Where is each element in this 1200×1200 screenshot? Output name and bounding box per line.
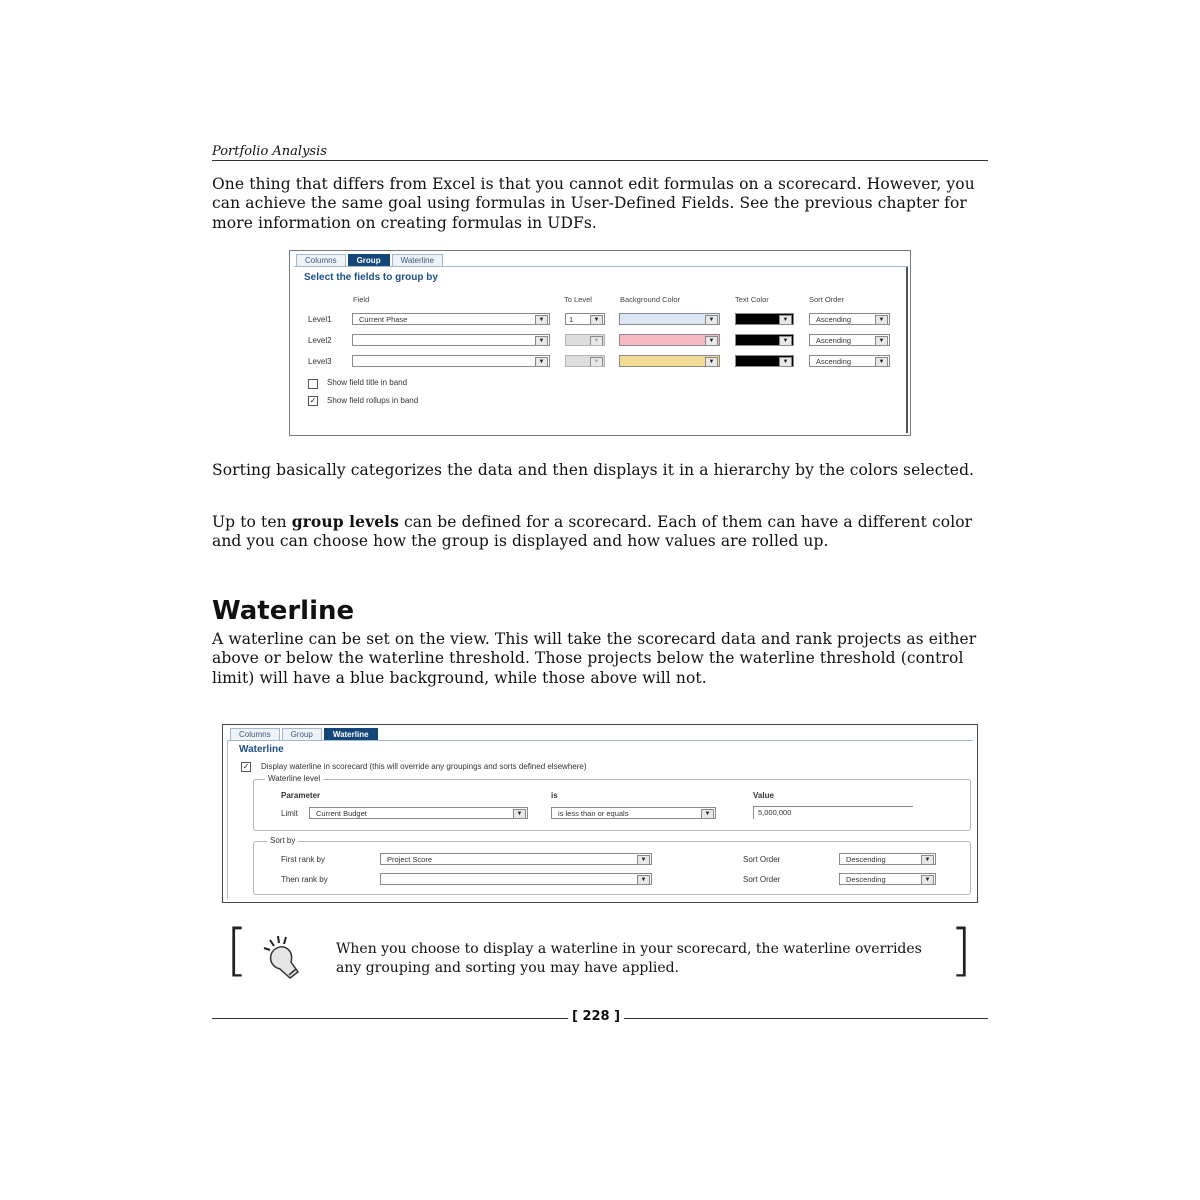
sort-order-select-2[interactable]: Descending ▼	[839, 873, 936, 885]
chevron-down-icon: ▼	[921, 875, 934, 885]
tab-columns[interactable]: Columns	[230, 728, 280, 740]
lightbulb-icon	[260, 934, 312, 982]
sort-by-legend: Sort by	[267, 836, 298, 845]
chevron-down-icon: ▼	[513, 809, 526, 819]
waterline-dialog-title: Waterline	[239, 744, 284, 755]
chevron-down-icon: ▼	[590, 336, 603, 346]
level3-sort-select[interactable]: Ascending ▼	[809, 355, 890, 367]
sort-order-select-1[interactable]: Descending ▼	[839, 853, 936, 865]
show-field-title-checkbox[interactable]	[308, 379, 318, 389]
then-rank-select[interactable]	[380, 873, 652, 885]
col-header-to-level: To Level	[564, 295, 592, 304]
chevron-down-icon: ▼	[637, 855, 650, 865]
section-heading-waterline: Waterline	[212, 596, 355, 626]
chevron-down-icon: ▼	[590, 357, 603, 367]
limit-parameter-select[interactable]: Current Budget ▼	[309, 807, 528, 819]
sort-by-fieldset	[253, 841, 971, 895]
col-header-sort-order: Sort Order	[809, 295, 845, 304]
level3-field-select[interactable]	[352, 355, 550, 367]
level1-sort-select[interactable]: Ascending ▼	[809, 313, 890, 325]
level1-bg-color-select[interactable]	[619, 313, 720, 325]
chevron-down-icon: ▼	[535, 357, 548, 367]
chevron-down-icon: ▼	[779, 336, 792, 346]
col-header-bg-color: Background Color	[620, 295, 681, 304]
value-header: Value	[753, 791, 774, 800]
waterline-dialog-screenshot	[222, 724, 978, 903]
col-header-field: Field	[353, 295, 370, 304]
level2-bg-color-select[interactable]	[619, 334, 720, 346]
level3-label: Level3	[308, 357, 332, 366]
display-waterline-label: Display waterline in scorecard (this will override any groupings and sorts defined elsewhere)	[261, 762, 587, 771]
level3-text-color-select[interactable]	[735, 355, 794, 367]
page-number: [ 228 ]	[572, 1009, 621, 1024]
tab-group[interactable]: Group	[282, 728, 322, 740]
level1-to-level-select[interactable]: 1 ▼	[565, 313, 605, 325]
show-field-title-label: Show field title in band	[327, 378, 408, 387]
tab-columns[interactable]: Columns	[296, 254, 346, 266]
tip-text: When you choose to display a waterline in your scorecard, the waterline overrides any grouping and sorting you may have applied.	[336, 941, 922, 976]
chevron-down-icon: ▼	[705, 315, 718, 325]
tip-bracket-left: [	[226, 918, 248, 983]
tab-waterline[interactable]: Waterline	[392, 254, 444, 266]
chevron-down-icon: ▼	[705, 357, 718, 367]
level3-to-level-select	[565, 355, 605, 367]
show-field-rollups-label: Show field rollups in band	[327, 396, 419, 405]
limit-value-underline	[753, 806, 913, 807]
chevron-down-icon: ▼	[590, 315, 603, 325]
limit-operator-select[interactable]: is less than or equals ▼	[551, 807, 716, 819]
waterline-level-legend: Waterline level	[265, 774, 323, 783]
parameter-header: Parameter	[281, 791, 321, 800]
level2-field-select[interactable]	[352, 334, 550, 346]
group-dialog-tabs	[296, 254, 445, 266]
level2-sort-select[interactable]: Ascending ▼	[809, 334, 890, 346]
waterline-dialog-tabs	[230, 728, 380, 740]
chevron-down-icon: ▼	[779, 357, 792, 367]
level1-label: Level1	[308, 315, 332, 324]
display-waterline-checkbox[interactable]: ✓	[242, 762, 250, 771]
group-dialog-screenshot	[289, 250, 911, 436]
level3-bg-color-select[interactable]	[619, 355, 720, 367]
first-rank-select[interactable]: Project Score ▼	[380, 853, 652, 865]
chevron-down-icon: ▼	[535, 336, 548, 346]
tab-waterline[interactable]: Waterline	[324, 728, 378, 740]
paragraph-waterline: A waterline can be set on the view. This will take the scorecard data and rank projects as either above or below the waterline threshold. Those projects below the waterline threshold (control limit) will have a blue background, while those above will not.	[212, 630, 977, 687]
tab-group[interactable]: Group	[348, 254, 390, 266]
level2-label: Level2	[308, 336, 332, 345]
paragraph-sorting: Sorting basically categorizes the data and then displays it in a hierarchy by the colors selected.	[212, 461, 975, 479]
paragraph-group-levels: Up to ten group levels can be defined for a scorecard. Each of them can have a different color and you can choose how the group is displayed and how values are rolled up.	[212, 512, 973, 551]
footer-rule-left	[212, 1018, 568, 1019]
paragraph-formulas: One thing that differs from Excel is that you cannot edit formulas on a scorecard. However, you can achieve the same goal using formulas in User-Defined Fields. See the previous chapter for more information on creating formulas in UDFs.	[212, 175, 975, 232]
tip-bracket-right: ]	[950, 918, 972, 983]
footer-rule-right	[624, 1018, 988, 1019]
level1-field-select[interactable]: Current Phase ▼	[352, 313, 550, 325]
chevron-down-icon: ▼	[875, 315, 888, 325]
waterline-level-fieldset	[253, 779, 971, 831]
chevron-down-icon: ▼	[535, 315, 548, 325]
col-header-text-color: Text Color	[735, 295, 769, 304]
group-dialog-title: Select the fields to group by	[304, 272, 438, 283]
limit-label: Limit	[281, 809, 298, 818]
running-header: Portfolio Analysis	[212, 144, 327, 159]
sort-order-label-1: Sort Order	[743, 855, 781, 864]
chevron-down-icon: ▼	[921, 855, 934, 865]
limit-value-input[interactable]: 5,000,000	[753, 807, 913, 819]
show-field-rollups-checkbox[interactable]: ✓	[309, 396, 317, 405]
chevron-down-icon: ▼	[875, 336, 888, 346]
is-header: is	[551, 791, 558, 800]
chevron-down-icon: ▼	[701, 809, 714, 819]
level2-to-level-select	[565, 334, 605, 346]
chevron-down-icon: ▼	[779, 315, 792, 325]
then-rank-label: Then rank by	[281, 875, 328, 884]
header-rule	[212, 160, 988, 161]
sort-order-label-2: Sort Order	[743, 875, 781, 884]
chevron-down-icon: ▼	[637, 875, 650, 885]
chevron-down-icon: ▼	[875, 357, 888, 367]
level2-text-color-select[interactable]	[735, 334, 794, 346]
chevron-down-icon: ▼	[705, 336, 718, 346]
first-rank-label: First rank by	[281, 855, 326, 864]
level1-text-color-select[interactable]	[735, 313, 794, 325]
